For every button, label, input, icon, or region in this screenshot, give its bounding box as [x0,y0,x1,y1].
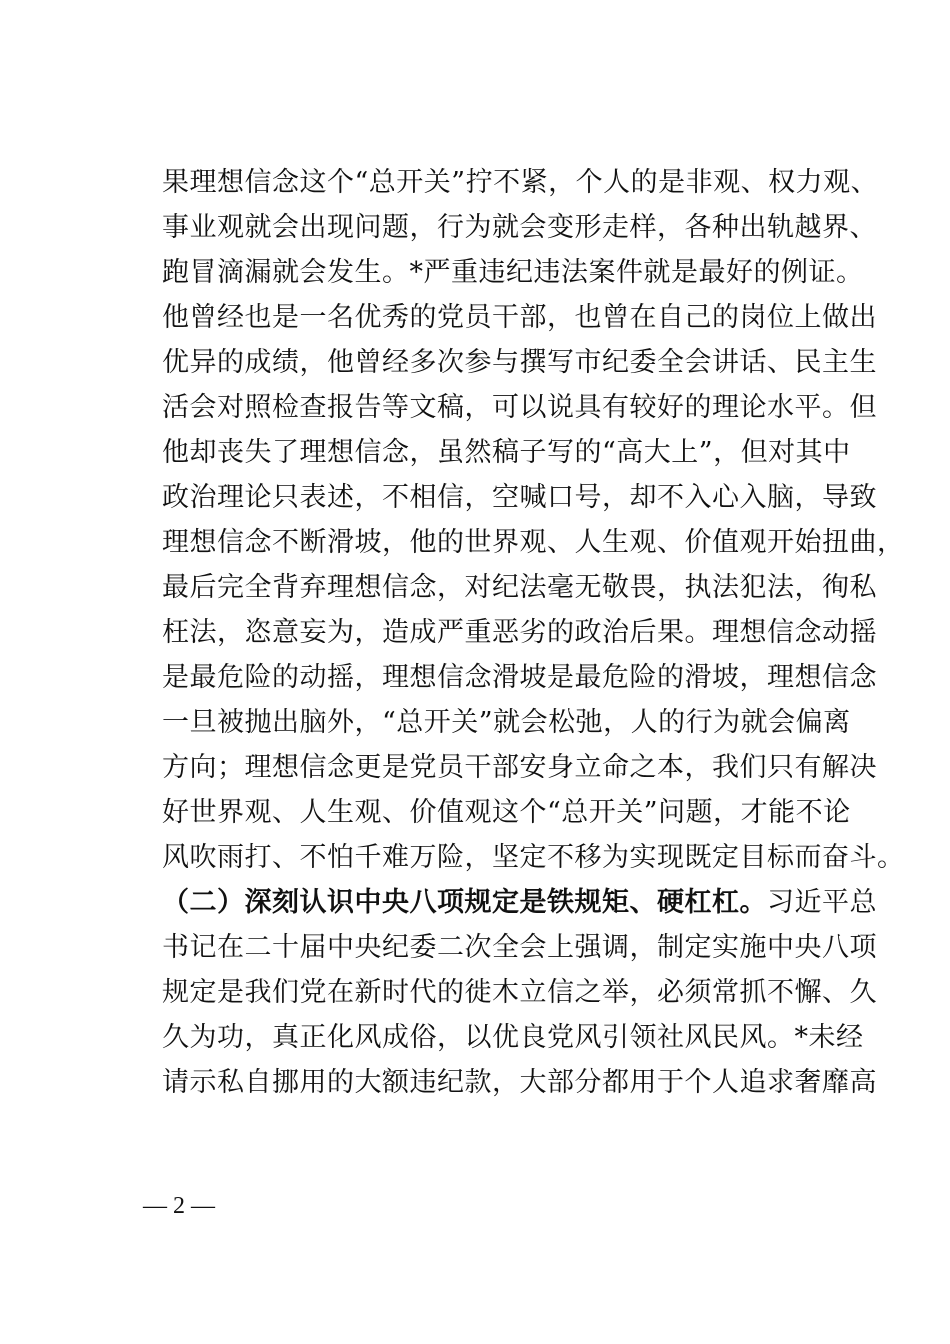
heading-continuation: 习近平总 [767,887,877,918]
body-text [162,160,905,1105]
text-line: 他曾经也是一名优秀的党员干部，也曾在自己的岗位上做出 [162,302,877,333]
text-line: 他却丧失了理想信念，虽然稿子写的“高大上”，但对其中 [162,437,851,468]
text-line: 跑冒滴漏就会发生。*严重违纪违法案件就是最好的例证。 [162,257,864,288]
text-line: 枉法，恣意妄为，造成严重恶劣的政治后果。理想信念动摇 [162,617,877,648]
text-line: 政治理论只表述，不相信，空喊口号，却不入心入脑，导致 [162,482,877,513]
text-line: 书记在二十届中央纪委二次全会上强调，制定实施中央八项 [162,932,877,963]
text-line: 果理想信念这个“总开关”拧不紧，个人的是非观、权力观、 [162,167,879,198]
text-line: 事业观就会出现问题，行为就会变形走样，各种出轨越界、 [162,212,877,243]
text-line: 活会对照检查报告等文稿，可以说具有较好的理论水平。但 [162,392,877,423]
text-line: 一旦被抛出脑外，“总开关”就会松弛，人的行为就会偏离 [162,707,851,738]
text-line: 风吹雨打、不怕千难万险，坚定不移为实现既定目标而奋斗。 [162,842,905,873]
section-heading-line [162,880,877,925]
text-line: 请示私自挪用的大额违纪款，大部分都用于个人追求奢靡高 [162,1067,877,1098]
text-line: 久为功，真正化风成俗，以优良党风引领社风民风。*未经 [162,1022,864,1053]
section-heading: （二）深刻认识中央八项规定是铁规矩、硬杠杠。 [162,887,767,918]
text-line: 优异的成绩，他曾经多次参与撰写市纪委全会讲话、民主生 [162,347,877,378]
page-number: — 2 — [143,1193,215,1219]
text-line: 好世界观、人生观、价值观这个“总开关”问题，才能不论 [162,797,851,828]
text-line: 最后完全背弃理想信念，对纪法毫无敬畏，执法犯法，徇私 [162,572,877,603]
text-line: 理想信念不断滑坡，他的世界观、人生观、价值观开始扭曲， [162,527,905,558]
text-line: 规定是我们党在新时代的徙木立信之举，必须常抓不懈、久 [162,977,877,1008]
text-line: 方向；理想信念更是党员干部安身立命之本，我们只有解决 [162,752,877,783]
text-line: 是最危险的动摇，理想信念滑坡是最危险的滑坡，理想信念 [162,662,877,693]
